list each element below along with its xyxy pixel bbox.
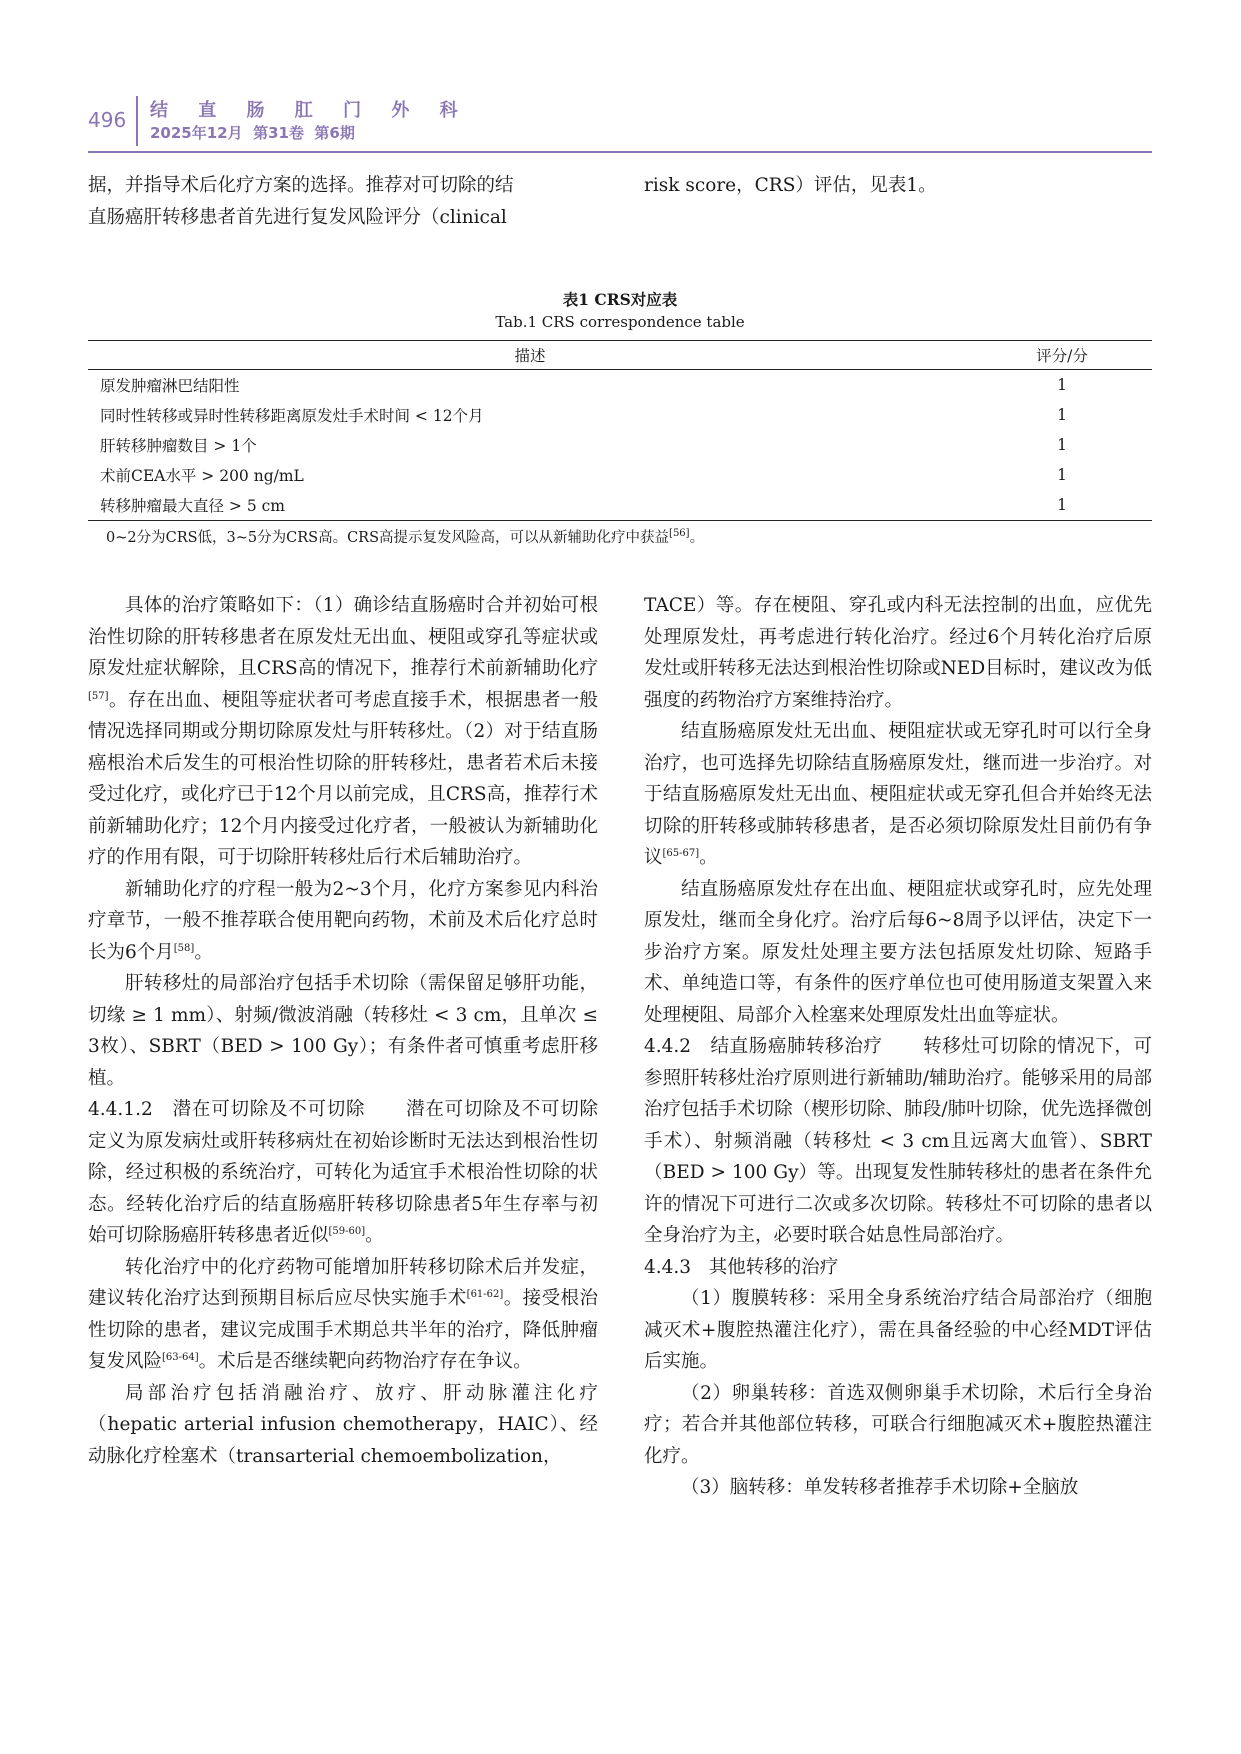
row-description: 原发肿瘤淋巴结阳性 [100, 377, 240, 395]
paragraph: （1）腹膜转移：采用全身系统治疗结合局部治疗（细胞减灭术+腹腔热灌注化疗），需在具备经验的中心经MDT评估后实施。 [644, 1288, 1152, 1372]
paragraph: （3）脑转移：单发转移者推荐手术切除+全脑放 [681, 1477, 1079, 1498]
section-paragraph: 4.4.2 结直肠癌肺转移治疗 转移灶可切除的情况下，可参照肝转移灶治疗原则进行新辅助/辅助治疗。能够采用的局部治疗包括手术切除（楔形切除、肺段/肺叶切除，优先选择微创手术）、射频消融（转移灶 < 3 cm且远离大血管）、SBRT（BED > 100 Gy）等。出现复发性肺转移灶的患者在条件允许的情况下可进行二次或多次切除。转移灶不可切除的患者以全身治疗为主，必要时联合姑息性局部治疗。 [644, 1036, 1152, 1246]
paragraph: 结直肠癌原发灶无出血、梗阻症状或无穿孔时可以行全身治疗，也可选择先切除结直肠癌原发灶，继而进一步治疗。对于结直肠癌原发灶无出血、梗阻症状或无穿孔但合并始终无法切除的肝转移或肺转移患者，是否必须切除原发灶目前仍有争议[65-67]。 [644, 721, 1152, 868]
citation: [57] [88, 690, 109, 702]
citation: [58] [173, 942, 195, 954]
header-divider [136, 96, 138, 146]
section-heading: 4.4.2 结直肠癌肺转移治疗 [644, 1036, 883, 1057]
citation: [56] [669, 528, 690, 540]
paragraph: 局部治疗包括消融治疗、放疗、肝动脉灌注化疗（hepatic arterial infusion chemotherapy，HAIC）、经动脉化疗栓塞术（transarterial chemoembolization， [88, 1382, 598, 1467]
table-row [88, 430, 1152, 460]
section-heading: 4.4.3 其他转移的治疗 [644, 1256, 839, 1278]
row-description: 肝转移肿瘤数目 > 1个 [100, 437, 257, 455]
table-row [88, 400, 1152, 430]
top-right-text [644, 170, 1152, 202]
top-left-text [88, 170, 598, 233]
section-heading: 4.4.1.2 潜在可切除及不可切除 [88, 1099, 366, 1120]
issue-info: 2025年12月 第31卷 第6期 [150, 124, 355, 142]
paragraph: （2）卵巢转移：首选双侧卵巢手术切除，术后行全身治疗；若合并其他部位转移，可联合行细胞减灭术+腹腔热灌注化疗。 [644, 1382, 1152, 1467]
header-rule [88, 151, 1152, 153]
running-header [88, 96, 1152, 154]
paragraph: 结直肠癌原发灶存在出血、梗阻症状或穿孔时，应先处理原发灶，继而全身化疗。治疗后每6~8周予以评估，决定下一步治疗方案。原发灶处理主要方法包括原发灶切除、短路手术、单纯造口等，有条件的医疗单位也可使用肠道支架置入来处理梗阻、局部介入栓塞来处理原发灶出血等症状。 [644, 878, 1152, 1026]
table-footnote: 0~2分为CRS低，3~5分为CRS高。CRS高提示复发风险高，可以从新辅助化疗中获益[56]。 [106, 528, 705, 546]
top-left-line-2: 直肠癌肝转移患者首先进行复发风险评分（clinical [88, 206, 507, 228]
header-description: 描述 [88, 341, 972, 370]
paragraph: TACE）等。存在梗阻、穿孔或内科无法控制的出血，应优先处理原发灶，再考虑进行转化治疗。经过6个月转化治疗后原发灶或肝转移无法达到根治性切除或NED目标时，建议改为低强度的药物治疗方案维持治疗。 [644, 595, 1152, 711]
row-score: 1 [1057, 436, 1067, 454]
table-title-cn: 表1 CRS对应表 [562, 290, 678, 309]
row-description: 术前CEA水平 > 200 ng/mL [100, 467, 304, 485]
citation: [65-67] [662, 847, 700, 859]
table-1 [88, 289, 1152, 549]
left-column [88, 590, 598, 1472]
table-row [88, 490, 1152, 521]
citation: [63-64] [162, 1351, 199, 1363]
row-score: 1 [1057, 496, 1067, 514]
crs-table [88, 340, 1152, 521]
journal-name: 结 直 肠 肛 门 外 科 [150, 100, 470, 121]
paragraph: 新辅助化疗的疗程一般为2~3个月，化疗方案参见内科治疗章节，一般不推荐联合使用靶向药物，术前及术后化疗总时长为6个月[58]。 [88, 878, 598, 963]
row-score: 1 [1057, 376, 1067, 394]
header-score: 评分/分 [972, 341, 1152, 370]
row-description: 转移肿瘤最大直径 > 5 cm [100, 497, 286, 515]
section-paragraph: 4.4.1.2 潜在可切除及不可切除 潜在可切除及不可切除定义为原发病灶或肝转移病灶在初始诊断时无法达到根治性切除，经过积极的系统治疗，可转化为适宜手术根治性切除的状态。经转化治疗后的结直肠癌肝转移切除患者5年生存率与初始可切除肠癌肝转移患者近似[59-60]。 [88, 1099, 598, 1246]
paragraph: 肝转移灶的局部治疗包括手术切除（需保留足够肝功能，切缘 ≥ 1 mm）、射频/微波消融（转移灶 < 3 cm，且单次 ≤ 3枚）、SBRT（BED > 100 Gy）；有条件者可慎重考虑肝移植。 [88, 973, 598, 1089]
top-right-line: risk score，CRS）评估，见表1。 [644, 175, 937, 196]
row-description: 同时性转移或异时性转移距离原发灶手术时间 < 12个月 [100, 407, 484, 425]
table-title-en: Tab.1 CRS correspondence table [495, 313, 745, 331]
citation: [59-60] [328, 1225, 366, 1237]
row-score: 1 [1057, 406, 1067, 424]
row-score: 1 [1057, 466, 1067, 484]
page-number: 496 [88, 108, 127, 132]
table-row [88, 460, 1152, 490]
right-column [644, 590, 1152, 1504]
top-left-line-1: 据，并指导术后化疗方案的选择。推荐对可切除的结 [88, 175, 514, 196]
table-header-row [88, 341, 1152, 370]
paragraph: 转化治疗中的化疗药物可能增加肝转移切除术后并发症，建议转化治疗达到预期目标后应尽快实施手术[61-62]。接受根治性切除的患者，建议完成围手术期总共半年的治疗，降低肿瘤复发风险[63-64]。术后是否继续靶向药物治疗存在争议。 [88, 1256, 598, 1372]
paragraph: 具体的治疗策略如下：（1）确诊结直肠癌时合并初始可根治性切除的肝转移患者在原发灶无出血、梗阻或穿孔等症状或原发灶症状解除，且CRS高的情况下，推荐行术前新辅助化疗[57]。存在出血、梗阻等症状者可考虑直接手术，根据患者一般情况选择同期或分期切除原发灶与肝转移灶。（2）对于结直肠癌根治术后发生的可根治性切除的肝转移灶，患者若术后未接受过化疗，或化疗已于12个月以前完成，且CRS高，推荐行术前新辅助化疗；12个月内接受过化疗者，一般被认为新辅助化疗的作用有限，可于切除肝转移灶后行术后辅助治疗。 [88, 595, 598, 868]
table-row [88, 370, 1152, 401]
citation: [61-62] [466, 1288, 504, 1300]
